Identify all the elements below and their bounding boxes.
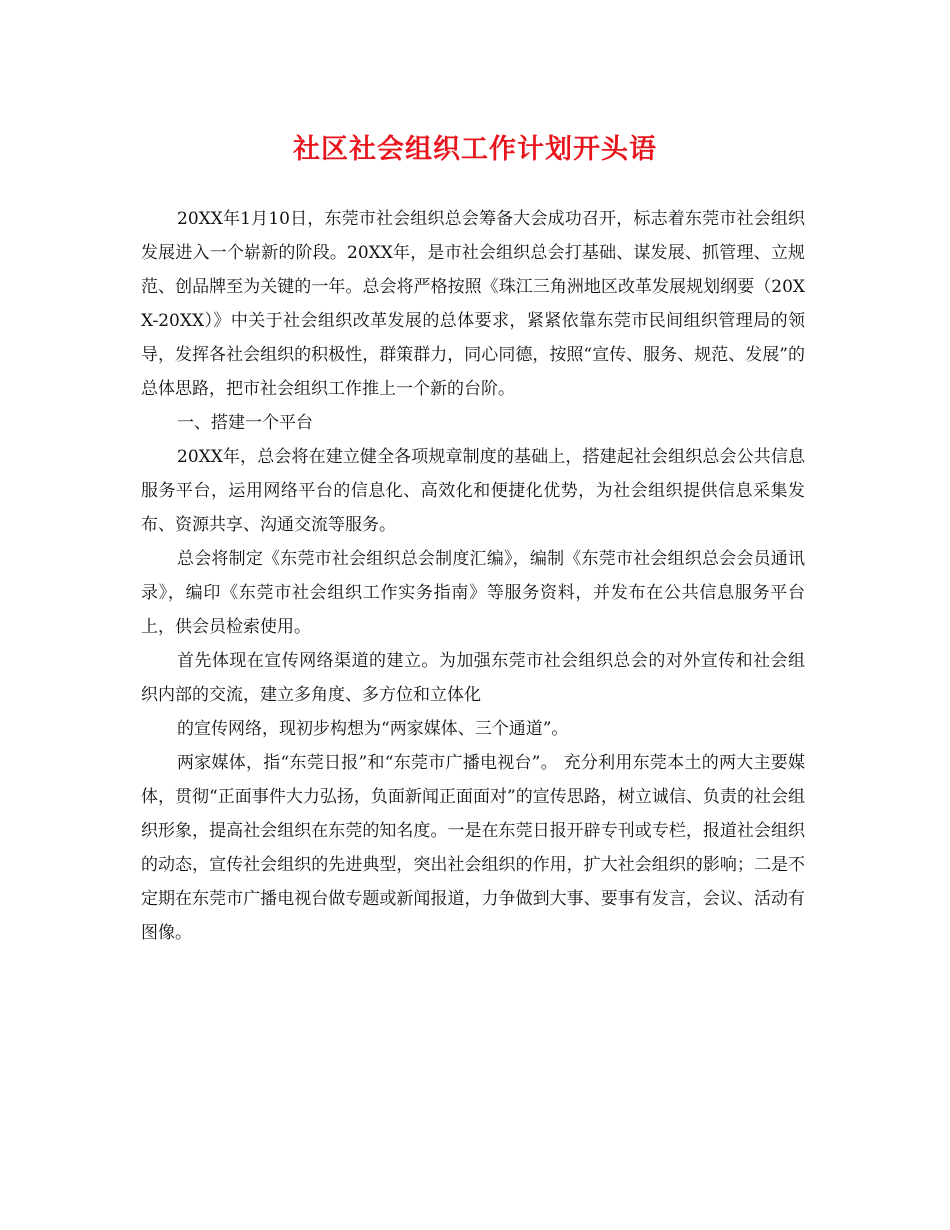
paragraph-media: 两家媒体，指“东莞日报”和“东莞市广播电视台”。 充分利用东莞本土的两大主要媒体，贯彻“正面事件大力弘扬，负面新闻正面面对”的宣传思路，树立诚信、负责的社会组织形象，提高社会组织在东莞的知名度。一是在东莞日报开辟专刊或专栏，报道社会组织的动态，宣传社会组织的先进典型，突出社会组织的作用，扩大社会组织的影响；二是不定期在东莞市广播电视台做专题或新闻报道，力争做到大事、要事有发言，会议、活动有图像。 [141,753,805,943]
paragraph-platform: 20XX年，总会将在建立健全各项规章制度的基础上，搭建起社会组织总会公共信息服务平台，运用网络平台的信息化、高效化和便捷化优势，为社会组织提供信息采集发布、资源共享、沟通交流等服务。 [141,447,805,535]
document-body [141,202,805,950]
paragraph-intro: 20XX年1月10日，东莞市社会组织总会筹备大会成功召开，标志着东莞市社会组织发展进入一个崭新的阶段。20XX年，是市社会组织总会打基础、谋发展、抓管理、立规范、创品牌至为关键的一年。总会将严格按照《珠江三角洲地区改革发展规划纲要（20XX-20XX）》中关于社会组织改革发展的总体要求，紧紧依靠东莞市民间组织管理局的领导，发挥各社会组织的积极性，群策群力，同心同德，按照“宣传、服务、规范、发展”的总体思路，把市社会组织工作推上一个新的台阶。 [141,209,805,399]
section-heading-platform: 一、搭建一个平台 [177,413,313,433]
paragraph-network: 首先体现在宣传网络渠道的建立。为加强东莞市社会组织总会的对外宣传和社会组织内部的交流，建立多角度、多方位和立体化 [141,651,805,705]
document-title: 社区社会组织工作计划开头语 [293,134,657,165]
paragraph-materials: 总会将制定《东莞市社会组织总会制度汇编》，编制《东莞市社会组织总会会员通讯录》，编印《东莞市社会组织工作实务指南》等服务资料，并发布在公共信息服务平台上，供会员检索使用。 [141,549,805,637]
paragraph-network-continued: 的宣传网络，现初步构想为“两家媒体、三个通道”。 [177,719,569,739]
